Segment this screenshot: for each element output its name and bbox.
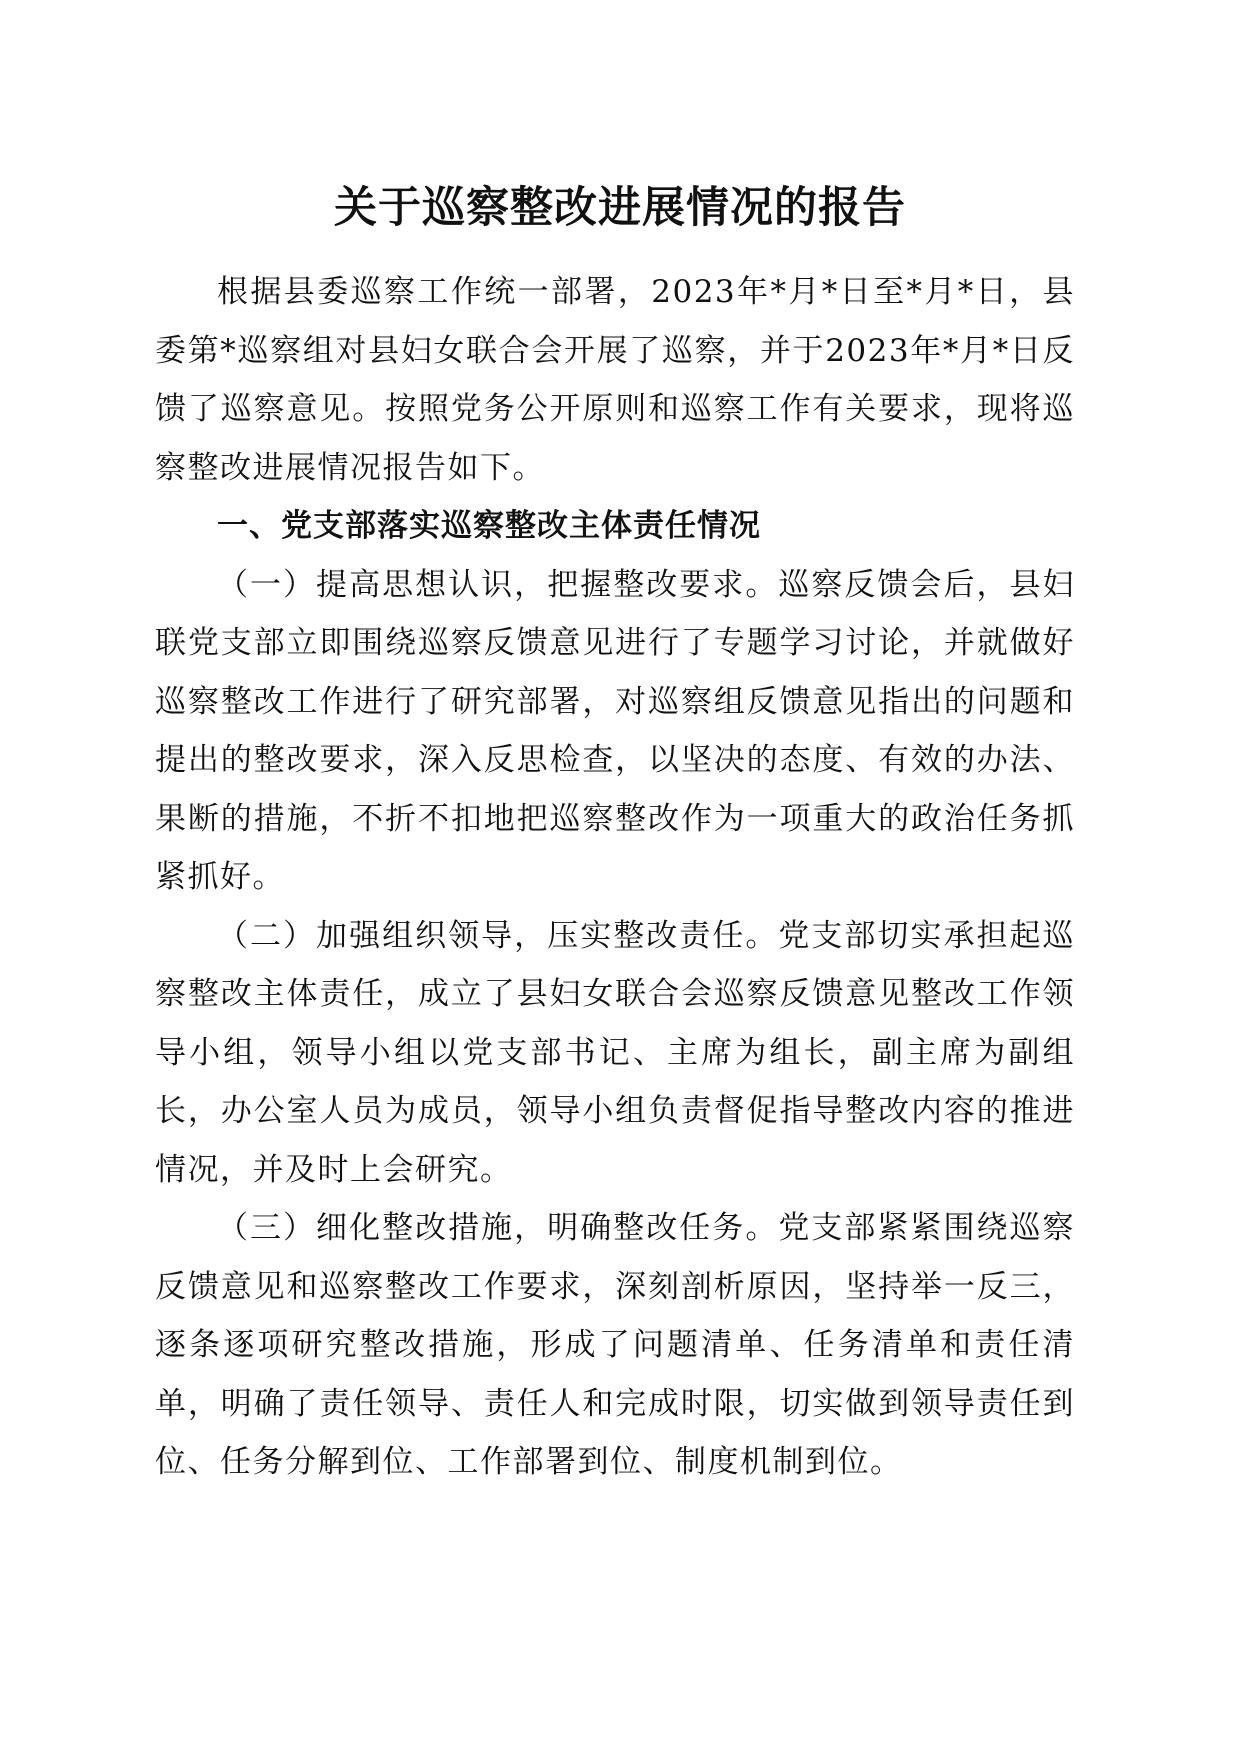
subsection-lead-3: （三）细化整改措施，明确整改任务。 [217, 1210, 779, 1246]
subsection-text-3: 党支部紧紧围绕巡察反馈意见和巡察整改工作要求，深刻剖析原因，坚持举一反三，逐条逐项研究整改措施，形成了问题清单、任务清单和责任清单，明确了责任领导、责任人和完成时限，切实做到领导责任到位、任务分解到位、工作部署到位、制度机制到位。 [155, 1210, 1076, 1480]
subsection-lead-1: （一）提高思想认识，把握整改要求。 [217, 566, 779, 603]
subsection-paragraph-3 [155, 1199, 1075, 1492]
subsection-paragraph-1 [155, 556, 1075, 907]
document-title: 关于巡察整改进展情况的报告 [334, 183, 906, 233]
intro-paragraph: 根据县委巡察工作统一部署，2023年*月*日至*月*日，县委第*巡察组对县妇女联合会开展了巡察，并于2023年*月*日反馈了巡察意见。按照党务公开原则和巡察工作有关要求，现将巡察整改进展情况报告如下。 [155, 274, 1075, 486]
document-body [155, 263, 1075, 1492]
subsection-text-1: 巡察反馈会后，县妇联党支部立即围绕巡察反馈意见进行了专题学习讨论，并就做好巡察整改工作进行了研究部署，对巡察组反馈意见指出的问题和提出的整改要求，深入反思检查，以坚决的态度、有效的办法、果断的措施，不折不扣地把巡察整改作为一项重大的政治任务抓紧抓好。 [155, 566, 1076, 895]
subsection-lead-2: （二）加强组织领导，压实整改责任。 [217, 917, 779, 954]
subsection-paragraph-2 [155, 907, 1075, 1200]
section-heading-1: 一、党支部落实巡察整改主体责任情况 [217, 508, 761, 544]
subsection-text-2: 党支部切实承担起巡察整改主体责任，成立了县妇女联合会巡察反馈意见整改工作领导小组，领导小组以党支部书记、主席为组长，副主席为副组长，办公室人员为成员，领导小组负责督促指导整改内容的推进情况，并及时上会研究。 [155, 917, 1076, 1188]
